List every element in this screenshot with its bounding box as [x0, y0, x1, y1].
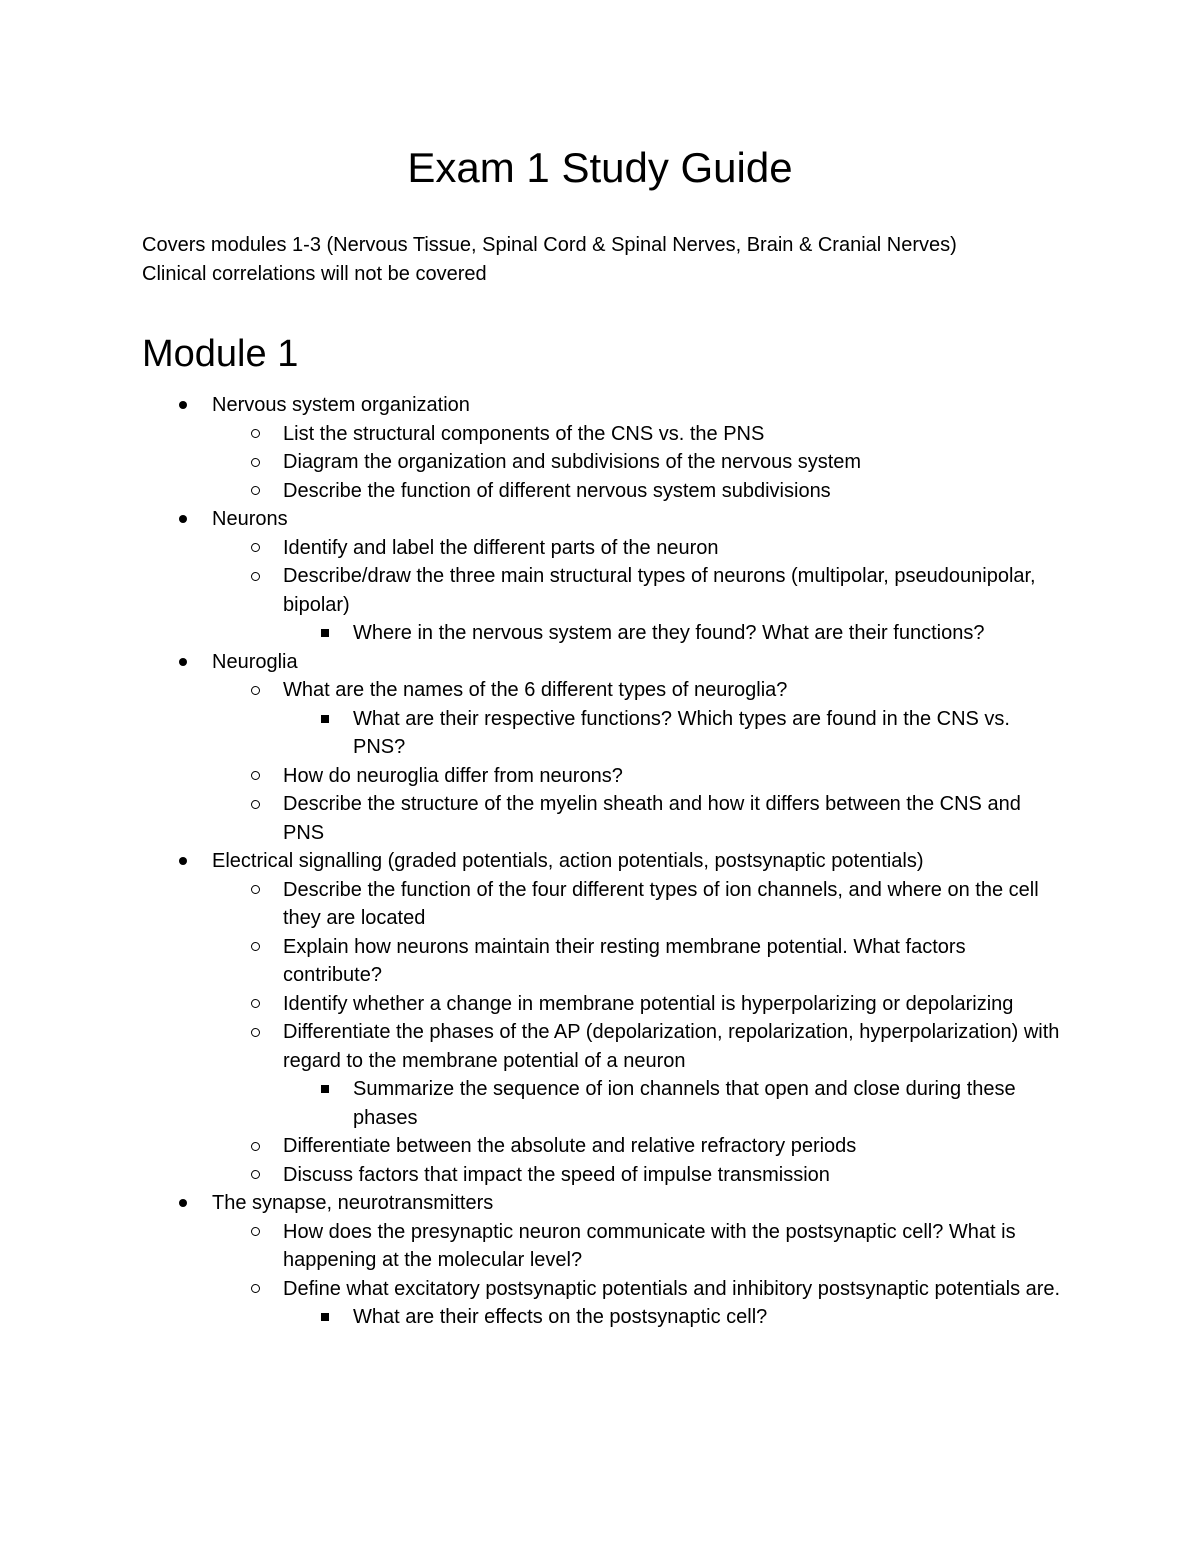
outline-item-text: Diagram the organization and subdivisions of the nervous system [283, 451, 862, 473]
outline-item-level-2 [0, 420, 1063, 449]
filled-circle-bullet [176, 505, 190, 534]
outline-item-level-2 [0, 790, 1063, 847]
outline-item-level-2 [0, 876, 1063, 933]
outline-list [0, 391, 1200, 1332]
filled-circle-bullet [176, 847, 190, 876]
square-bullet [318, 705, 332, 734]
hollow-circle-bullet [248, 762, 262, 791]
hollow-circle-bullet [248, 933, 262, 962]
outline-item-text: Define what excitatory postsynaptic potentials and inhibitory postsynaptic potentials are. [283, 1277, 1061, 1300]
outline-item-text: What are their effects on the postsynaptic cell? [353, 1306, 768, 1328]
hollow-circle-bullet [248, 1161, 262, 1190]
outline-item-text: Describe the function of different nervous system subdivisions [283, 479, 831, 502]
outline-item-level-2 [0, 534, 1063, 563]
outline-item-text: Where in the nervous system are they found? What are their functions? [353, 622, 985, 644]
outline-item-text: Identify whether a change in membrane potential is hyperpolarizing or depolarizing [283, 992, 1014, 1015]
outline-item-text: Describe the function of the four different types of ion channels, and where on the cell they are located [283, 878, 1039, 929]
outline-item-level-2 [0, 990, 1063, 1019]
outline-item-level-1 [0, 391, 1062, 420]
outline-item-text: What are their respective functions? Which types are found in the CNS vs. PNS? [353, 707, 1010, 758]
square-bullet [318, 619, 332, 648]
outline-item-text: Neurons [212, 508, 288, 530]
hollow-circle-bullet [248, 534, 262, 563]
hollow-circle-bullet [248, 1132, 262, 1161]
hollow-circle-bullet [248, 448, 262, 477]
outline-item-level-2 [0, 762, 1063, 791]
hollow-circle-bullet [248, 1018, 262, 1047]
hollow-circle-bullet [248, 676, 262, 705]
page-title: Exam 1 Study Guide [407, 144, 793, 191]
outline-item-level-2 [0, 676, 1063, 705]
outline-item-level-2 [0, 477, 1063, 506]
outline-item-level-2 [0, 1218, 1063, 1275]
outline-item-level-2 [0, 1018, 1063, 1075]
outline-item-level-3 [0, 1075, 1043, 1132]
outline-item-level-2 [0, 562, 1063, 619]
outline-item-text: Nervous system organization [212, 394, 470, 416]
intro-line-coverage: Covers modules 1-3 (Nervous Tissue, Spinal Cord & Spinal Nerves, Brain & Cranial Nerves) [142, 234, 957, 256]
outline-item-text: Describe the structure of the myelin sheath and how it differs between the CNS and PNS [283, 793, 1021, 844]
outline-item-text: How do neuroglia differ from neurons? [283, 764, 623, 787]
outline-item-text: How does the presynaptic neuron communicate with the postsynaptic cell? What is happening at the molecular level? [283, 1220, 1016, 1271]
outline-item-level-2 [0, 1132, 1063, 1161]
outline-item-text: Neuroglia [212, 650, 298, 673]
hollow-circle-bullet [248, 477, 262, 506]
hollow-circle-bullet [248, 1275, 262, 1304]
filled-circle-bullet [176, 648, 190, 677]
outline-item-text: List the structural components of the CNS vs. the PNS [283, 422, 765, 445]
outline-item-text: What are the names of the 6 different types of neuroglia? [283, 679, 788, 701]
outline-item-text: Summarize the sequence of ion channels that open and close during these phases [353, 1078, 1016, 1129]
outline-item-level-1 [0, 648, 1062, 677]
filled-circle-bullet [176, 1189, 190, 1218]
outline-item-level-1 [0, 1189, 1062, 1218]
outline-item-level-2 [0, 448, 1063, 477]
outline-item-level-1 [0, 847, 1062, 876]
outline-item-text: Discuss factors that impact the speed of impulse transmission [283, 1163, 830, 1186]
hollow-circle-bullet [248, 420, 262, 449]
module-heading: Module 1 [142, 333, 299, 375]
outline-item-text: Differentiate the phases of the AP (depolarization, repolarization, hyperpolarization) with regard to the membrane potential of a neuron [283, 1021, 1060, 1072]
hollow-circle-bullet [248, 876, 262, 905]
hollow-circle-bullet [248, 562, 262, 591]
intro-line-clinical-note: Clinical correlations will not be covered [142, 262, 487, 285]
outline-item-level-3 [0, 619, 1043, 648]
outline-item-level-2 [0, 1275, 1063, 1304]
filled-circle-bullet [176, 391, 190, 420]
outline-item-text: Describe/draw the three main structural types of neurons (multipolar, pseudounipolar, bipolar) [283, 565, 1036, 616]
outline-item-level-3 [0, 705, 1043, 762]
hollow-circle-bullet [248, 990, 262, 1019]
hollow-circle-bullet [248, 790, 262, 819]
square-bullet [318, 1303, 332, 1332]
outline-item-text: Explain how neurons maintain their resting membrane potential. What factors contribute? [283, 935, 966, 986]
outline-item-text: Differentiate between the absolute and relative refractory periods [283, 1135, 857, 1157]
outline-item-level-2 [0, 933, 1063, 990]
outline-item-level-3 [0, 1303, 1043, 1332]
hollow-circle-bullet [248, 1218, 262, 1247]
outline-item-text: Identify and label the different parts of the neuron [283, 536, 719, 559]
outline-item-text: The synapse, neurotransmitters [212, 1192, 494, 1214]
outline-item-text: Electrical signalling (graded potentials, action potentials, postsynaptic potentials) [212, 850, 924, 872]
outline-item-level-2 [0, 1161, 1063, 1190]
square-bullet [318, 1075, 332, 1104]
intro-block [142, 231, 957, 288]
outline-item-level-1 [0, 505, 1062, 534]
